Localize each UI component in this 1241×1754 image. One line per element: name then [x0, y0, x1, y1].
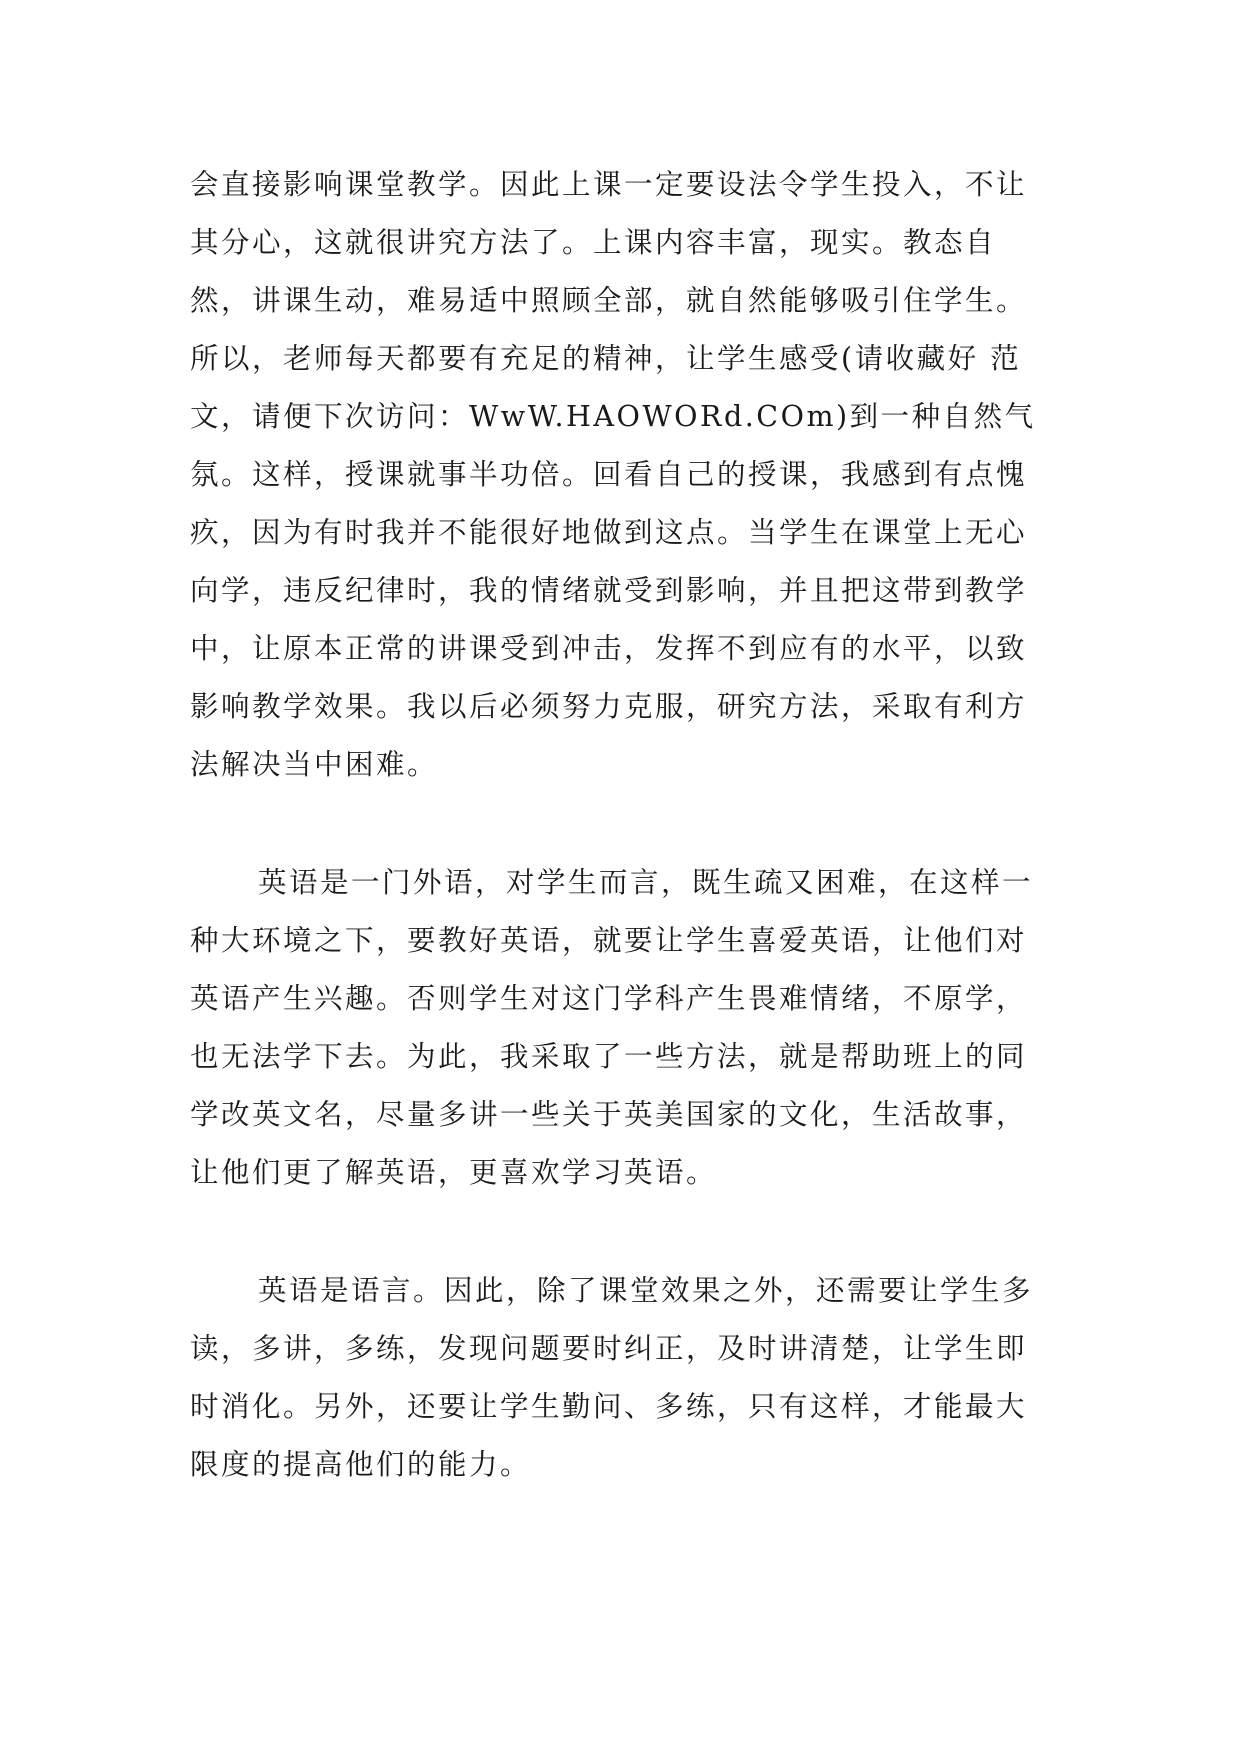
- paragraph-3: 英语是语言。因此，除了课堂效果之外，还需要让学生多读，多讲，多练，发现问题要时纠正，及时讲清楚，让学生即时消化。另外，还要让学生勤问、多练，只有这样，才能最大限度的提高他们的能力。: [190, 1274, 1034, 1481]
- paragraph-block-3: [190, 1262, 1050, 1494]
- paragraph-1: 会直接影响课堂教学。因此上课一定要设法令学生投入，不让其分心，这就很讲究方法了。上课内容丰富，现实。教态自然，讲课生动，难易适中照顾全部，就自然能够吸引住学生。所以，老师每天都要有充足的精神，让学生感受(请收藏好 范 文，请便下次访问：WwW.HAOWORd.COm)到一种自然气氛。这样，授课就事半功倍。回看自己的授课，我感到有点愧疚，因为有时我并不能很好地做到这点。当学生在课堂上无心向学，违反纪律时，我的情绪就受到影响，并且把这带到教学中，让原本正常的讲课受到冲击，发挥不到应有的水平，以致影响教学效果。我以后必须努力克服，研究方法，采取有利方法解决当中困难。: [190, 168, 1036, 781]
- paragraph-block-2: [190, 854, 1050, 1202]
- paragraph-block-1: [190, 156, 1050, 794]
- paragraph-2: 英语是一门外语，对学生而言，既生疏又困难，在这样一种大环境之下，要教好英语，就要让学生喜爱英语，让他们对英语产生兴趣。否则学生对这门学科产生畏难情绪，不原学，也无法学下去。为此，我采取了一些方法，就是帮助班上的同学改英文名，尽量多讲一些关于英美国家的文化，生活故事，让他们更了解英语，更喜欢学习英语。: [190, 866, 1034, 1189]
